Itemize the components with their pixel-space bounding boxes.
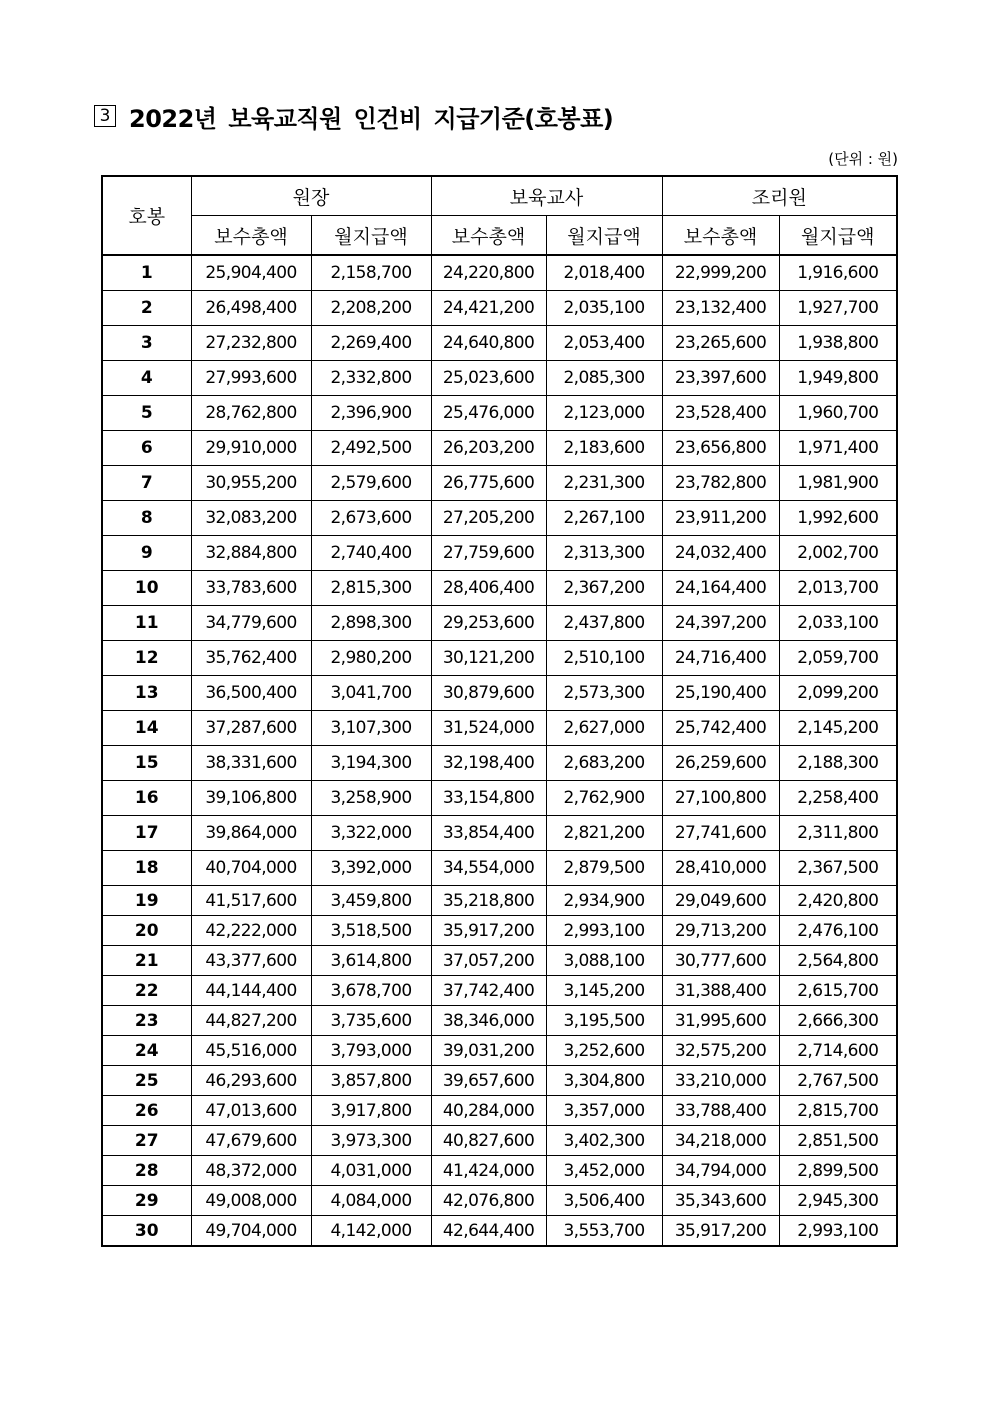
rank-cell: 25 bbox=[102, 1066, 191, 1096]
amount-cell: 23,656,800 bbox=[662, 431, 779, 466]
amount-cell: 1,971,400 bbox=[779, 431, 897, 466]
amount-cell: 42,076,800 bbox=[431, 1186, 546, 1216]
amount-cell: 3,735,600 bbox=[311, 1006, 431, 1036]
amount-cell: 2,899,500 bbox=[779, 1156, 897, 1186]
amount-cell: 29,910,000 bbox=[191, 431, 311, 466]
amount-cell: 1,916,600 bbox=[779, 255, 897, 291]
table-row bbox=[102, 916, 897, 946]
table-row bbox=[102, 255, 897, 291]
amount-cell: 4,031,000 bbox=[311, 1156, 431, 1186]
rank-cell: 29 bbox=[102, 1186, 191, 1216]
amount-cell: 30,879,600 bbox=[431, 676, 546, 711]
amount-cell: 40,704,000 bbox=[191, 851, 311, 886]
amount-cell: 3,452,000 bbox=[546, 1156, 662, 1186]
amount-cell: 25,476,000 bbox=[431, 396, 546, 431]
table-row bbox=[102, 851, 897, 886]
amount-cell: 39,031,200 bbox=[431, 1036, 546, 1066]
amount-cell: 47,013,600 bbox=[191, 1096, 311, 1126]
amount-cell: 46,293,600 bbox=[191, 1066, 311, 1096]
amount-cell: 2,183,600 bbox=[546, 431, 662, 466]
amount-cell: 3,973,300 bbox=[311, 1126, 431, 1156]
rank-cell: 11 bbox=[102, 606, 191, 641]
table-row bbox=[102, 1126, 897, 1156]
amount-cell: 28,762,800 bbox=[191, 396, 311, 431]
amount-cell: 27,759,600 bbox=[431, 536, 546, 571]
amount-cell: 43,377,600 bbox=[191, 946, 311, 976]
amount-cell: 2,492,500 bbox=[311, 431, 431, 466]
rank-cell: 30 bbox=[102, 1216, 191, 1247]
amount-cell: 2,437,800 bbox=[546, 606, 662, 641]
table-row bbox=[102, 466, 897, 501]
amount-cell: 35,762,400 bbox=[191, 641, 311, 676]
table-body bbox=[102, 255, 897, 1246]
amount-cell: 1,960,700 bbox=[779, 396, 897, 431]
amount-cell: 2,673,600 bbox=[311, 501, 431, 536]
amount-cell: 3,322,000 bbox=[311, 816, 431, 851]
amount-cell: 32,083,200 bbox=[191, 501, 311, 536]
amount-cell: 26,203,200 bbox=[431, 431, 546, 466]
amount-cell: 1,981,900 bbox=[779, 466, 897, 501]
amount-cell: 35,917,200 bbox=[662, 1216, 779, 1247]
amount-cell: 23,132,400 bbox=[662, 291, 779, 326]
amount-cell: 2,367,500 bbox=[779, 851, 897, 886]
amount-cell: 2,945,300 bbox=[779, 1186, 897, 1216]
amount-cell: 26,259,600 bbox=[662, 746, 779, 781]
amount-cell: 24,032,400 bbox=[662, 536, 779, 571]
table-row bbox=[102, 1036, 897, 1066]
amount-cell: 23,528,400 bbox=[662, 396, 779, 431]
amount-cell: 33,854,400 bbox=[431, 816, 546, 851]
amount-cell: 37,057,200 bbox=[431, 946, 546, 976]
amount-cell: 41,517,600 bbox=[191, 886, 311, 916]
amount-cell: 33,783,600 bbox=[191, 571, 311, 606]
amount-cell: 2,993,100 bbox=[779, 1216, 897, 1247]
rank-cell: 20 bbox=[102, 916, 191, 946]
rank-cell: 14 bbox=[102, 711, 191, 746]
amount-cell: 2,311,800 bbox=[779, 816, 897, 851]
amount-cell: 47,679,600 bbox=[191, 1126, 311, 1156]
amount-cell: 2,035,100 bbox=[546, 291, 662, 326]
amount-cell: 24,397,200 bbox=[662, 606, 779, 641]
amount-cell: 2,815,700 bbox=[779, 1096, 897, 1126]
amount-cell: 26,775,600 bbox=[431, 466, 546, 501]
amount-cell: 3,357,000 bbox=[546, 1096, 662, 1126]
rank-header: 호봉 bbox=[102, 176, 191, 255]
amount-cell: 3,107,300 bbox=[311, 711, 431, 746]
sub-header: 월지급액 bbox=[779, 216, 897, 256]
amount-cell: 4,142,000 bbox=[311, 1216, 431, 1247]
table-row bbox=[102, 1216, 897, 1247]
amount-cell: 3,614,800 bbox=[311, 946, 431, 976]
amount-cell: 2,815,300 bbox=[311, 571, 431, 606]
amount-cell: 2,851,500 bbox=[779, 1126, 897, 1156]
unit-label: (단위 : 원) bbox=[828, 150, 898, 168]
rank-cell: 3 bbox=[102, 326, 191, 361]
amount-cell: 2,879,500 bbox=[546, 851, 662, 886]
amount-cell: 29,713,200 bbox=[662, 916, 779, 946]
rank-cell: 10 bbox=[102, 571, 191, 606]
amount-cell: 31,524,000 bbox=[431, 711, 546, 746]
amount-cell: 3,088,100 bbox=[546, 946, 662, 976]
amount-cell: 2,188,300 bbox=[779, 746, 897, 781]
amount-cell: 35,917,200 bbox=[431, 916, 546, 946]
rank-cell: 28 bbox=[102, 1156, 191, 1186]
salary-table bbox=[101, 175, 898, 1247]
amount-cell: 2,714,600 bbox=[779, 1036, 897, 1066]
amount-cell: 31,995,600 bbox=[662, 1006, 779, 1036]
amount-cell: 23,782,800 bbox=[662, 466, 779, 501]
amount-cell: 2,683,200 bbox=[546, 746, 662, 781]
amount-cell: 39,106,800 bbox=[191, 781, 311, 816]
amount-cell: 37,287,600 bbox=[191, 711, 311, 746]
amount-cell: 2,476,100 bbox=[779, 916, 897, 946]
amount-cell: 2,615,700 bbox=[779, 976, 897, 1006]
amount-cell: 3,857,800 bbox=[311, 1066, 431, 1096]
amount-cell: 2,898,300 bbox=[311, 606, 431, 641]
rank-cell: 13 bbox=[102, 676, 191, 711]
sub-header: 월지급액 bbox=[546, 216, 662, 256]
amount-cell: 3,402,300 bbox=[546, 1126, 662, 1156]
amount-cell: 2,740,400 bbox=[311, 536, 431, 571]
amount-cell: 25,742,400 bbox=[662, 711, 779, 746]
amount-cell: 29,253,600 bbox=[431, 606, 546, 641]
amount-cell: 34,554,000 bbox=[431, 851, 546, 886]
amount-cell: 33,154,800 bbox=[431, 781, 546, 816]
amount-cell: 2,396,900 bbox=[311, 396, 431, 431]
amount-cell: 3,258,900 bbox=[311, 781, 431, 816]
amount-cell: 40,827,600 bbox=[431, 1126, 546, 1156]
table-row bbox=[102, 571, 897, 606]
amount-cell: 4,084,000 bbox=[311, 1186, 431, 1216]
amount-cell: 2,666,300 bbox=[779, 1006, 897, 1036]
amount-cell: 2,013,700 bbox=[779, 571, 897, 606]
amount-cell: 3,793,000 bbox=[311, 1036, 431, 1066]
table-row bbox=[102, 396, 897, 431]
amount-cell: 2,564,800 bbox=[779, 946, 897, 976]
amount-cell: 27,100,800 bbox=[662, 781, 779, 816]
amount-cell: 2,627,000 bbox=[546, 711, 662, 746]
rank-cell: 2 bbox=[102, 291, 191, 326]
table-row bbox=[102, 1066, 897, 1096]
amount-cell: 27,993,600 bbox=[191, 361, 311, 396]
amount-cell: 24,716,400 bbox=[662, 641, 779, 676]
sub-header: 보수총액 bbox=[191, 216, 311, 256]
amount-cell: 2,267,100 bbox=[546, 501, 662, 536]
amount-cell: 33,210,000 bbox=[662, 1066, 779, 1096]
amount-cell: 3,194,300 bbox=[311, 746, 431, 781]
amount-cell: 35,218,800 bbox=[431, 886, 546, 916]
rank-cell: 1 bbox=[102, 255, 191, 291]
amount-cell: 22,999,200 bbox=[662, 255, 779, 291]
amount-cell: 24,421,200 bbox=[431, 291, 546, 326]
rank-cell: 19 bbox=[102, 886, 191, 916]
amount-cell: 25,904,400 bbox=[191, 255, 311, 291]
amount-cell: 32,884,800 bbox=[191, 536, 311, 571]
rank-cell: 26 bbox=[102, 1096, 191, 1126]
rank-cell: 7 bbox=[102, 466, 191, 501]
amount-cell: 2,158,700 bbox=[311, 255, 431, 291]
amount-cell: 34,794,000 bbox=[662, 1156, 779, 1186]
amount-cell: 26,498,400 bbox=[191, 291, 311, 326]
amount-cell: 39,657,600 bbox=[431, 1066, 546, 1096]
rank-cell: 16 bbox=[102, 781, 191, 816]
amount-cell: 3,678,700 bbox=[311, 976, 431, 1006]
amount-cell: 3,145,200 bbox=[546, 976, 662, 1006]
amount-cell: 37,742,400 bbox=[431, 976, 546, 1006]
rank-cell: 22 bbox=[102, 976, 191, 1006]
amount-cell: 42,222,000 bbox=[191, 916, 311, 946]
group-header-teacher: 보육교사 bbox=[431, 176, 662, 216]
amount-cell: 27,232,800 bbox=[191, 326, 311, 361]
amount-cell: 23,911,200 bbox=[662, 501, 779, 536]
table-row bbox=[102, 1156, 897, 1186]
amount-cell: 2,002,700 bbox=[779, 536, 897, 571]
amount-cell: 27,205,200 bbox=[431, 501, 546, 536]
table-row bbox=[102, 606, 897, 641]
amount-cell: 23,397,600 bbox=[662, 361, 779, 396]
rank-cell: 12 bbox=[102, 641, 191, 676]
amount-cell: 3,041,700 bbox=[311, 676, 431, 711]
amount-cell: 41,424,000 bbox=[431, 1156, 546, 1186]
rank-cell: 8 bbox=[102, 501, 191, 536]
amount-cell: 3,304,800 bbox=[546, 1066, 662, 1096]
group-header-cook: 조리원 bbox=[662, 176, 897, 216]
table-row bbox=[102, 886, 897, 916]
amount-cell: 28,410,000 bbox=[662, 851, 779, 886]
amount-cell: 40,284,000 bbox=[431, 1096, 546, 1126]
table-row bbox=[102, 976, 897, 1006]
amount-cell: 1,938,800 bbox=[779, 326, 897, 361]
table-row bbox=[102, 676, 897, 711]
amount-cell: 2,258,400 bbox=[779, 781, 897, 816]
amount-cell: 2,269,400 bbox=[311, 326, 431, 361]
amount-cell: 28,406,400 bbox=[431, 571, 546, 606]
table-row bbox=[102, 946, 897, 976]
amount-cell: 2,033,100 bbox=[779, 606, 897, 641]
amount-cell: 44,827,200 bbox=[191, 1006, 311, 1036]
amount-cell: 2,332,800 bbox=[311, 361, 431, 396]
amount-cell: 2,313,300 bbox=[546, 536, 662, 571]
amount-cell: 30,121,200 bbox=[431, 641, 546, 676]
sub-header: 월지급액 bbox=[311, 216, 431, 256]
table-row bbox=[102, 1006, 897, 1036]
table-row bbox=[102, 711, 897, 746]
amount-cell: 24,640,800 bbox=[431, 326, 546, 361]
table-row bbox=[102, 746, 897, 781]
amount-cell: 25,190,400 bbox=[662, 676, 779, 711]
amount-cell: 25,023,600 bbox=[431, 361, 546, 396]
amount-cell: 3,917,800 bbox=[311, 1096, 431, 1126]
amount-cell: 39,864,000 bbox=[191, 816, 311, 851]
table-row bbox=[102, 641, 897, 676]
table-row bbox=[102, 536, 897, 571]
amount-cell: 38,346,000 bbox=[431, 1006, 546, 1036]
amount-cell: 49,008,000 bbox=[191, 1186, 311, 1216]
amount-cell: 2,762,900 bbox=[546, 781, 662, 816]
amount-cell: 44,144,400 bbox=[191, 976, 311, 1006]
amount-cell: 2,018,400 bbox=[546, 255, 662, 291]
amount-cell: 24,164,400 bbox=[662, 571, 779, 606]
amount-cell: 2,085,300 bbox=[546, 361, 662, 396]
table-row bbox=[102, 816, 897, 851]
amount-cell: 34,779,600 bbox=[191, 606, 311, 641]
amount-cell: 2,420,800 bbox=[779, 886, 897, 916]
amount-cell: 2,053,400 bbox=[546, 326, 662, 361]
amount-cell: 2,208,200 bbox=[311, 291, 431, 326]
amount-cell: 1,927,700 bbox=[779, 291, 897, 326]
amount-cell: 23,265,600 bbox=[662, 326, 779, 361]
amount-cell: 38,331,600 bbox=[191, 746, 311, 781]
amount-cell: 3,553,700 bbox=[546, 1216, 662, 1247]
amount-cell: 30,777,600 bbox=[662, 946, 779, 976]
amount-cell: 3,518,500 bbox=[311, 916, 431, 946]
amount-cell: 3,392,000 bbox=[311, 851, 431, 886]
amount-cell: 2,231,300 bbox=[546, 466, 662, 501]
page-title bbox=[94, 98, 613, 134]
amount-cell: 34,218,000 bbox=[662, 1126, 779, 1156]
amount-cell: 2,934,900 bbox=[546, 886, 662, 916]
amount-cell: 45,516,000 bbox=[191, 1036, 311, 1066]
amount-cell: 1,992,600 bbox=[779, 501, 897, 536]
amount-cell: 36,500,400 bbox=[191, 676, 311, 711]
table-row bbox=[102, 781, 897, 816]
rank-cell: 18 bbox=[102, 851, 191, 886]
rank-cell: 4 bbox=[102, 361, 191, 396]
table-row bbox=[102, 1096, 897, 1126]
table-row bbox=[102, 291, 897, 326]
amount-cell: 49,704,000 bbox=[191, 1216, 311, 1247]
section-number: 3 bbox=[94, 105, 116, 127]
rank-cell: 6 bbox=[102, 431, 191, 466]
amount-cell: 27,741,600 bbox=[662, 816, 779, 851]
group-header-director: 원장 bbox=[191, 176, 431, 216]
amount-cell: 2,767,500 bbox=[779, 1066, 897, 1096]
amount-cell: 30,955,200 bbox=[191, 466, 311, 501]
rank-cell: 24 bbox=[102, 1036, 191, 1066]
amount-cell: 2,980,200 bbox=[311, 641, 431, 676]
rank-cell: 5 bbox=[102, 396, 191, 431]
amount-cell: 2,367,200 bbox=[546, 571, 662, 606]
amount-cell: 3,459,800 bbox=[311, 886, 431, 916]
amount-cell: 2,993,100 bbox=[546, 916, 662, 946]
table-row bbox=[102, 326, 897, 361]
sub-header: 보수총액 bbox=[662, 216, 779, 256]
amount-cell: 3,252,600 bbox=[546, 1036, 662, 1066]
amount-cell: 3,195,500 bbox=[546, 1006, 662, 1036]
amount-cell: 2,579,600 bbox=[311, 466, 431, 501]
amount-cell: 2,510,100 bbox=[546, 641, 662, 676]
amount-cell: 2,821,200 bbox=[546, 816, 662, 851]
table-row bbox=[102, 361, 897, 396]
amount-cell: 2,573,300 bbox=[546, 676, 662, 711]
amount-cell: 32,575,200 bbox=[662, 1036, 779, 1066]
table-row bbox=[102, 501, 897, 536]
amount-cell: 32,198,400 bbox=[431, 746, 546, 781]
sub-header: 보수총액 bbox=[431, 216, 546, 256]
rank-cell: 27 bbox=[102, 1126, 191, 1156]
amount-cell: 24,220,800 bbox=[431, 255, 546, 291]
table-row bbox=[102, 431, 897, 466]
amount-cell: 2,059,700 bbox=[779, 641, 897, 676]
amount-cell: 42,644,400 bbox=[431, 1216, 546, 1247]
amount-cell: 2,099,200 bbox=[779, 676, 897, 711]
amount-cell: 31,388,400 bbox=[662, 976, 779, 1006]
title-text: 2022년 보육교직원 인건비 지급기준(호봉표) bbox=[129, 104, 614, 133]
rank-cell: 23 bbox=[102, 1006, 191, 1036]
rank-cell: 21 bbox=[102, 946, 191, 976]
amount-cell: 3,506,400 bbox=[546, 1186, 662, 1216]
amount-cell: 33,788,400 bbox=[662, 1096, 779, 1126]
amount-cell: 35,343,600 bbox=[662, 1186, 779, 1216]
table-row bbox=[102, 1186, 897, 1216]
amount-cell: 2,145,200 bbox=[779, 711, 897, 746]
amount-cell: 1,949,800 bbox=[779, 361, 897, 396]
amount-cell: 29,049,600 bbox=[662, 886, 779, 916]
rank-cell: 17 bbox=[102, 816, 191, 851]
amount-cell: 2,123,000 bbox=[546, 396, 662, 431]
amount-cell: 48,372,000 bbox=[191, 1156, 311, 1186]
rank-cell: 9 bbox=[102, 536, 191, 571]
rank-cell: 15 bbox=[102, 746, 191, 781]
